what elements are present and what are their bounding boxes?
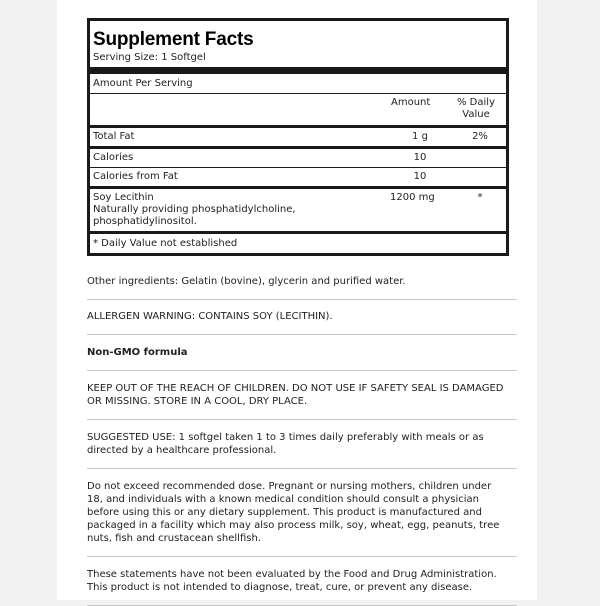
non-gmo-text: Non-GMO formula xyxy=(87,347,188,358)
amount-header: Amount xyxy=(391,97,431,108)
nutrient-dv: * xyxy=(477,192,483,203)
nutrient-row xyxy=(90,168,506,186)
other-ingredients-text: Other ingredients: Gelatin (bovine), glycerin and purified water. xyxy=(87,276,406,287)
nutrient-name: Soy Lecithin xyxy=(93,192,154,203)
daily-value-header-line1: % Daily xyxy=(457,97,495,108)
fda-line: These statements have not been evaluated by the Food and Drug Administration. xyxy=(87,569,497,580)
dose-warning-line: before using this or any dietary supplement. This product is manufactured and xyxy=(87,507,482,518)
nutrient-amount: 1200 mg xyxy=(390,192,435,203)
nutrient-row xyxy=(90,149,506,167)
dose-warning-line: 18, and individuals with a known medical condition should consult a physician xyxy=(87,494,479,505)
facts-title: Supplement Facts xyxy=(93,29,254,50)
supplement-facts-panel xyxy=(87,18,509,256)
dose-warning-line: Do not exceed recommended dose. Pregnant or nursing mothers, children under xyxy=(87,481,492,492)
nutrient-dv: 2% xyxy=(472,131,488,142)
non-gmo xyxy=(87,335,517,370)
nutrient-amount: 10 xyxy=(413,171,427,182)
dose-warning xyxy=(87,469,517,556)
allergen-warning xyxy=(87,300,517,334)
nutrient-amount: 1 g xyxy=(412,131,428,142)
suggested-use xyxy=(87,420,517,468)
nutrient-amount: 10 xyxy=(413,152,427,163)
keep-out-warning xyxy=(87,371,517,419)
nutrient-row xyxy=(90,128,506,146)
nutrient-name: Calories xyxy=(93,152,134,163)
amount-per-serving: Amount Per Serving xyxy=(93,78,193,89)
nutrient-name: Total Fat xyxy=(93,131,135,142)
facts-footnote: * Daily Value not established xyxy=(93,238,238,249)
daily-value-header xyxy=(452,97,500,121)
nutrient-row xyxy=(90,189,506,231)
keep-out-line: OR MISSING. STORE IN A COOL, DRY PLACE. xyxy=(87,396,308,407)
dose-warning-line: packaged in a facility which may also process milk, soy, wheat, egg, peanuts, tree xyxy=(87,520,500,531)
fda-line: This product is not intended to diagnose, treat, cure, or prevent any disease. xyxy=(87,582,473,593)
other-ingredients xyxy=(87,264,517,299)
allergen-text: ALLERGEN WARNING: CONTAINS SOY (LECITHIN). xyxy=(87,311,333,322)
daily-value-header-line2: Value xyxy=(462,109,490,120)
label-page xyxy=(57,0,537,600)
serving-size: Serving Size: 1 Softgel xyxy=(93,52,206,63)
dose-warning-line: nuts, fish and crustacean shellfish. xyxy=(87,533,261,544)
nutrient-name: Calories from Fat xyxy=(93,171,178,182)
suggested-use-line: directed by a healthcare professional. xyxy=(87,445,277,456)
keep-out-line: KEEP OUT OF THE REACH OF CHILDREN. DO NOT USE IF SAFETY SEAL IS DAMAGED xyxy=(87,383,504,394)
thick-divider xyxy=(90,67,506,74)
suggested-use-line: SUGGESTED USE: 1 softgel taken 1 to 3 times daily preferably with meals or as xyxy=(87,432,484,443)
nutrient-subtext: Naturally providing phosphatidylcholine, xyxy=(93,204,296,215)
column-header-row xyxy=(90,94,506,125)
fda-disclaimer xyxy=(87,557,517,605)
nutrient-subtext: phosphatidylinositol. xyxy=(93,216,197,227)
label-notes xyxy=(87,264,517,606)
